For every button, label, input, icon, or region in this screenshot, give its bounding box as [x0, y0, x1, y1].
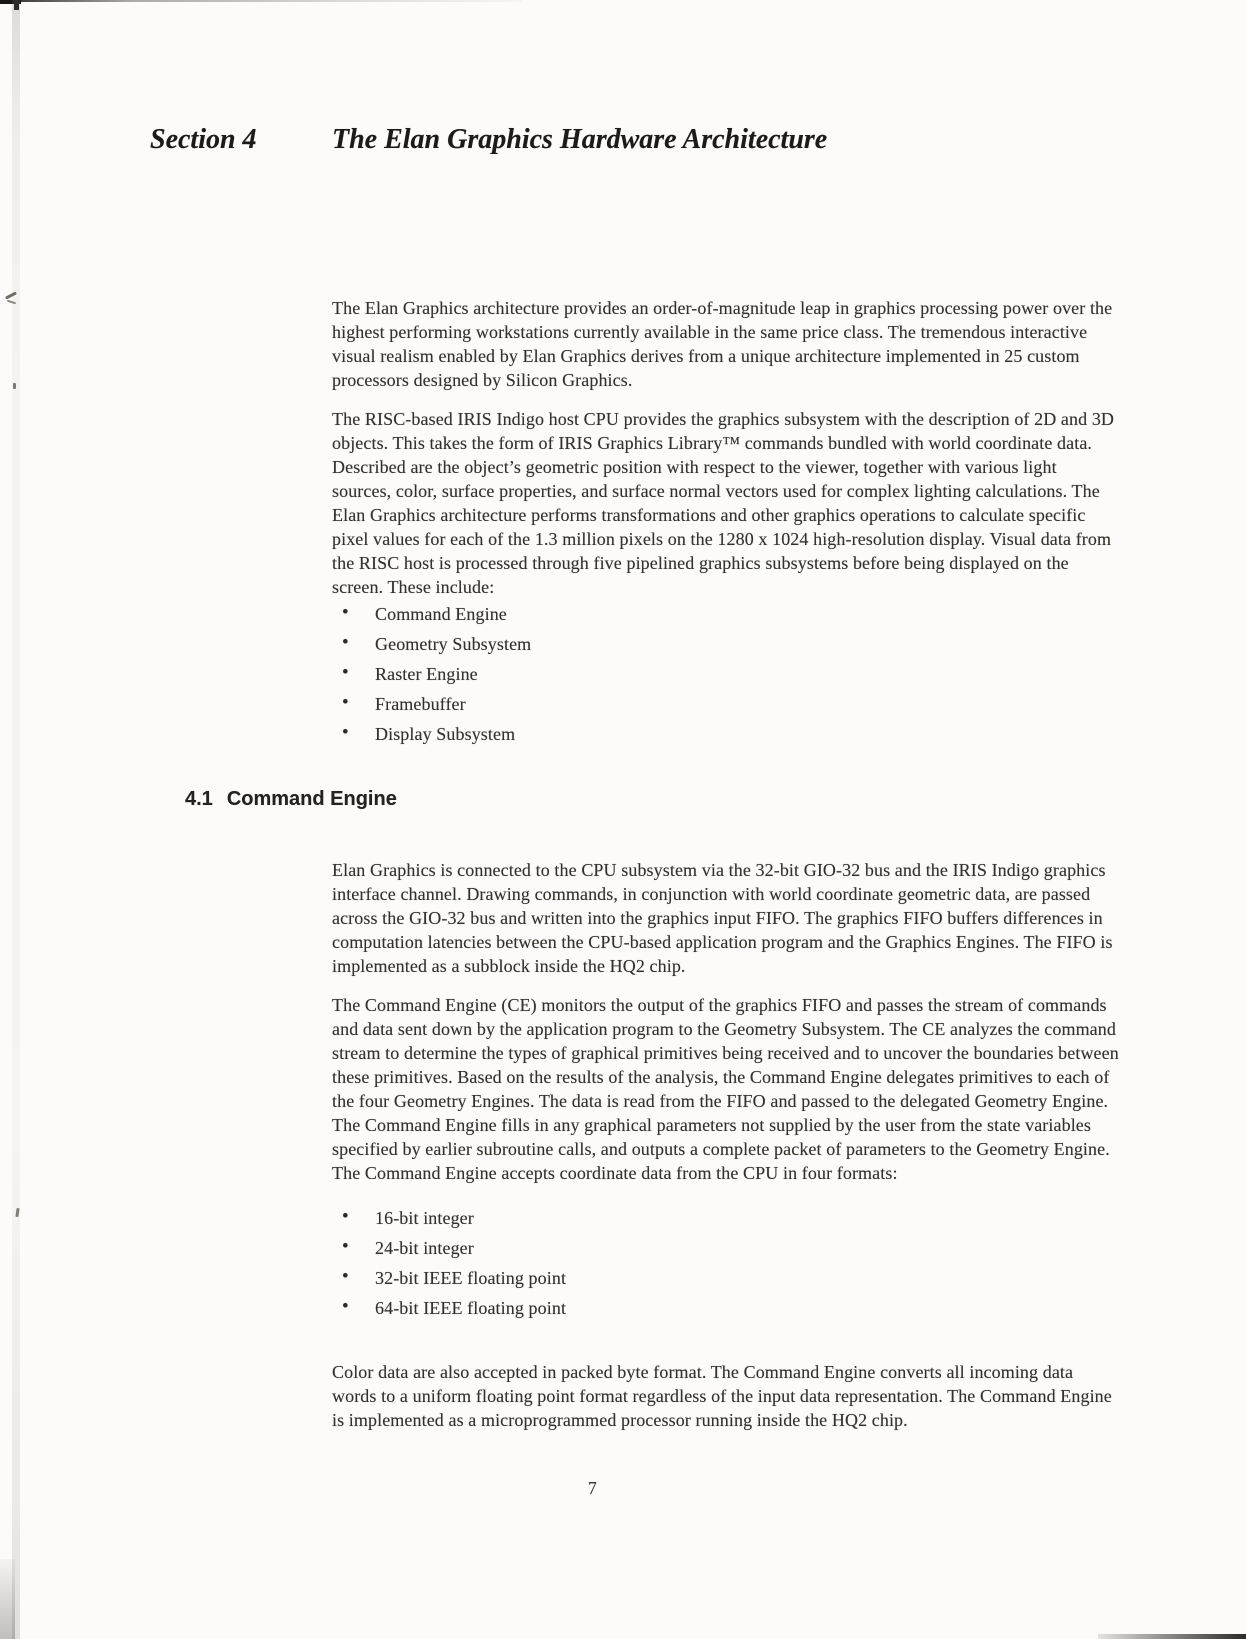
scan-artifact-corner-mark-vertical	[14, 0, 19, 10]
list-item: • Raster Engine	[332, 662, 531, 692]
data-format-list	[332, 1206, 566, 1326]
list-item: • Geometry Subsystem	[332, 632, 531, 662]
scan-artifact-left-bottom-shade	[0, 1559, 15, 1639]
scan-artifact-bottom-right-bar	[1098, 1634, 1246, 1639]
subsystem-list	[332, 602, 531, 752]
scan-artifact-corner-mark	[0, 0, 21, 4]
list-item: • Command Engine	[332, 602, 531, 632]
scan-artifact-mark	[5, 291, 17, 299]
section-4-1-paragraph-1: Elan Graphics is connected to the CPU subsystem via the 32-bit GIO-32 bus and the IRIS Indigo graphics interface channel. Drawing commands, in conjunction with world coordinate geometric data, are passed across the GIO-32 bus and written into the graphics input FIFO. The graphics FIFO buffers differences in computation latencies between the CPU-based application program and the Graphics Engines. The FIFO is implemented as a subblock inside the HQ2 chip.	[332, 860, 1113, 976]
scan-artifact-top-edge	[0, 0, 522, 2]
section-label: Section 4	[150, 124, 257, 155]
intro-paragraph-2: The RISC-based IRIS Indigo host CPU provides the graphics subsystem with the description of 2D and 3D objects. This takes the form of IRIS Graphics Library™ commands bundled with world coordinate data. Described are the object’s geometric position with respect to the viewer, together with various light sources, color, surface properties, and surface normal vectors used for complex lighting calculations. The Elan Graphics architecture performs transformations and other graphics operations to calculate specific pixel values for each of the 1.3 million pixels on the 1280 x 1024 high-resolution display. Visual data from the RISC host is processed through five pipelined graphics subsystems before being displayed on the screen. These include:	[332, 409, 1115, 597]
scan-artifact-left-band	[12, 0, 20, 1639]
section-4-1-paragraph-3: Color data are also accepted in packed byte format. The Command Engine converts all incoming data words to a uniform floating point format regardless of the input data representation. The Command Engine is implemented as a microprogrammed processor running inside the HQ2 chip.	[332, 1362, 1112, 1430]
section-4-1-heading	[185, 788, 397, 811]
scan-artifact-mark	[13, 383, 16, 389]
scan-artifact-mark	[15, 1208, 19, 1217]
document-title: The Elan Graphics Hardware Architecture	[332, 124, 828, 155]
intro-paragraph-1: The Elan Graphics architecture provides an order-of-magnitude leap in graphics processing power over the highest performing workstations currently available in the same price class. The tremendous interactive visual realism enabled by Elan Graphics derives from a unique architecture implemented in 25 custom processors designed by Silicon Graphics.	[332, 298, 1113, 390]
section-4-1-paragraph-2: The Command Engine (CE) monitors the output of the graphics FIFO and passes the stream of commands and data sent down by the application program to the Geometry Subsystem. The CE analyzes the command stream to determine the types of graphical primitives being received and to uncover the boundaries between these primitives. Based on the results of the analysis, the Command Engine delegates primitives to each of the four Geometry Engines. The data is read from the FIFO and passed to the delegated Geometry Engine. The Command Engine fills in any graphical parameters not supplied by the user from the state variables specified by earlier subroutine calls, and outputs a complete packet of parameters to the Geometry Engine. The Command Engine accepts coordinate data from the CPU in four formats:	[332, 995, 1119, 1183]
list-item: • Display Subsystem	[332, 722, 531, 752]
section-number: 4.1	[185, 788, 213, 810]
scan-artifact-mark	[7, 300, 16, 305]
list-item: • 32-bit IEEE floating point	[332, 1266, 566, 1296]
section-heading-text: Command Engine	[226, 788, 397, 810]
list-item: • 16-bit integer	[332, 1206, 566, 1236]
page-number: 7	[588, 1478, 597, 1498]
list-item: • Framebuffer	[332, 692, 531, 722]
list-item: • 24-bit integer	[332, 1236, 566, 1266]
list-item: • 64-bit IEEE floating point	[332, 1296, 566, 1326]
